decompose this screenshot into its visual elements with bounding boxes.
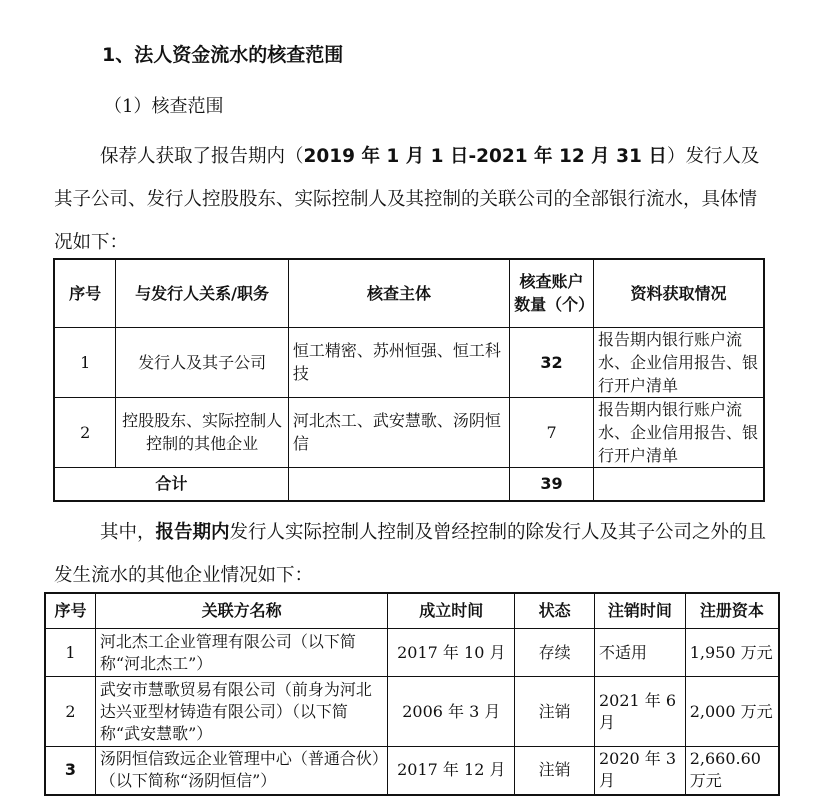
cell: 报告期内银行账户流水、企业信用报告、银行开户清单 (593, 327, 764, 397)
table-row (45, 629, 779, 677)
header-cell: 核查账户数量（个） (510, 259, 594, 327)
total-label: 合计 (54, 467, 288, 501)
intro-period: 2019 年 1 月 1 日-2021 年 12 月 31 日 (303, 146, 667, 167)
related-parties-table (44, 592, 780, 796)
cell: 河北杰工企业管理有限公司（以下简称“河北杰工”） (95, 629, 387, 677)
cell: 2006 年 3 月 (388, 677, 515, 747)
cell: 2021 年 6 月 (594, 677, 685, 747)
cell (593, 467, 764, 501)
section-heading: 1、法人资金流水的核查范围 (102, 44, 344, 66)
verification-scope-table (53, 258, 765, 502)
cell: 恒工精密、苏州恒强、恒工科技 (288, 327, 509, 397)
header-cell: 注册资本 (685, 593, 779, 629)
header-cell: 序号 (54, 259, 116, 327)
cell: 1 (45, 629, 95, 677)
table-row (45, 677, 779, 747)
header-cell: 状态 (515, 593, 595, 629)
total-row (54, 467, 764, 501)
total-value: 39 (510, 467, 594, 501)
header-cell: 关联方名称 (95, 593, 387, 629)
header-cell: 注销时间 (594, 593, 685, 629)
table-row (54, 397, 764, 467)
cell: 1,950 万元 (685, 629, 779, 677)
cell: 存续 (515, 629, 595, 677)
cell: 1 (54, 327, 116, 397)
cell: 2017 年 12 月 (388, 747, 515, 795)
related-text-pre: 其中， (100, 522, 156, 543)
cell: 2 (54, 397, 116, 467)
cell: 2,000 万元 (685, 677, 779, 747)
header-cell: 资料获取情况 (593, 259, 764, 327)
table-row (45, 747, 779, 795)
cell: 32 (510, 327, 594, 397)
intro-paragraph (54, 135, 774, 264)
cell: 注销 (515, 677, 595, 747)
intro-text-pre: 保荐人获取了报告期内（ (100, 146, 304, 167)
intro-text-post: ）发行人及其子公司、发行人控股股东、实际控制人及其控制的关联公司的全部银行流水，具体情况如下： (54, 146, 760, 253)
cell: 2017 年 10 月 (388, 629, 515, 677)
header-cell: 与发行人关系/职务 (116, 259, 288, 327)
header-cell: 核查主体 (288, 259, 509, 327)
cell: 河北杰工、武安慧歌、汤阴恒信 (288, 397, 509, 467)
cell: 武安市慧歌贸易有限公司（前身为河北达兴亚型材铸造有限公司）（以下简称“武安慧歌”） (95, 677, 387, 747)
cell: 2,660.60 万元 (685, 747, 779, 795)
cell: 注销 (515, 747, 595, 795)
cell: 控股股东、实际控制人控制的其他企业 (116, 397, 288, 467)
header-cell: 序号 (45, 593, 95, 629)
subsection-heading: （1）核查范围 (104, 96, 224, 117)
cell: 发行人及其子公司 (116, 327, 288, 397)
table-header-row (54, 259, 764, 327)
cell: 3 (45, 747, 95, 795)
cell (288, 467, 509, 501)
cell: 汤阴恒信致远企业管理中心（普通合伙）（以下简称“汤阴恒信”） (95, 747, 387, 795)
related-period: 报告期内 (155, 522, 230, 543)
cell: 2 (45, 677, 95, 747)
table-row (54, 327, 764, 397)
cell: 报告期内银行账户流水、企业信用报告、银行开户清单 (593, 397, 764, 467)
cell: 2020 年 3 月 (594, 747, 685, 795)
table-header-row (45, 593, 779, 629)
cell: 7 (510, 397, 594, 467)
cell: 不适用 (594, 629, 685, 677)
related-text-post: 发行人实际控制人控制及曾经控制的除发行人及其子公司之外的且发生流水的其他企业情况如下： (54, 522, 767, 586)
header-cell: 成立时间 (388, 593, 515, 629)
related-parties-paragraph (54, 511, 774, 597)
